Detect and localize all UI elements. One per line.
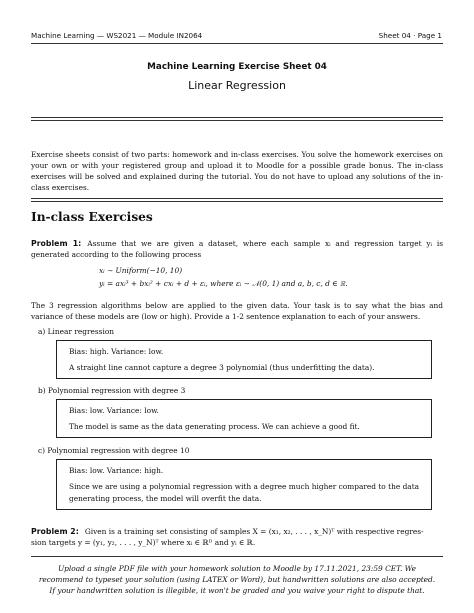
intro-bottom-rule	[31, 198, 443, 202]
part-a-bias-variance: Bias: high. Variance: low.	[69, 347, 164, 356]
part-a-answer-box	[56, 340, 432, 379]
part-c-explanation-2: generating process, the model will overfit the data.	[69, 494, 262, 503]
problem-2-line-2: sion targets y = (y₁, y₂, . . . , y_N)ᵀ where xᵢ ∈ ℝᴰ and yᵢ ∈ ℝ.	[31, 538, 256, 547]
part-b-explanation: The model is same as the data generating process. We can achieve a good fit.	[69, 422, 360, 431]
footer-line-2: recommend to typeset your solution (using LATEX or Word), but handwritten solutions are also accepted.	[38, 575, 436, 584]
equation-x: xᵢ ∼ Uniform(−10, 10)	[99, 266, 183, 275]
problem-1-statement	[31, 238, 443, 260]
header-rule	[31, 43, 443, 44]
problem-1-text: Assume that we are given a dataset, where each sample xᵢ and regression target yᵢ is generated according to the following process	[31, 239, 444, 259]
topic-title: Linear Regression	[188, 79, 286, 92]
intro-paragraph: Exercise sheets consist of two parts: homework and in-class exercises. You solve the homework exercises on your own or with your registered group and upload it to Moodle for a possible grade bonus. The in-class exercises will be solved and explained during the tutorial. You do not have to upload any solutions of the in-class exercises.	[31, 150, 443, 192]
part-b-label: b) Polynomial regression with degree 3	[38, 386, 186, 395]
footer-line-3: If your handwritten solution is illegible, it won't be graded and you waive your right to dispute that.	[49, 586, 425, 595]
part-c-explanation-1: Since we are using a polynomial regression with a degree much higher compared to the data	[69, 482, 420, 491]
running-header-right: Sheet 04 · Page 1	[378, 31, 442, 40]
footer-rule	[31, 556, 443, 557]
problem-2-statement	[31, 526, 443, 548]
sheet-title: Machine Learning Exercise Sheet 04	[147, 62, 327, 72]
equation-y: yᵢ = axᵢ³ + bxᵢ² + cxᵢ + d + εᵢ, where εᵢ ∼ 𝒩(0, 1) and a, b, c, d ∈ ℝ.	[99, 279, 348, 288]
footer-note	[31, 563, 443, 596]
section-heading: In-class Exercises	[31, 210, 153, 224]
part-c-bias-variance: Bias: low. Variance: high.	[69, 466, 164, 475]
problem-1-label: Problem 1:	[31, 239, 82, 248]
part-b-answer-box	[56, 399, 432, 438]
part-a-label: a) Linear regression	[38, 327, 115, 336]
part-b-bias-variance: Bias: low. Variance: low.	[69, 406, 159, 415]
part-c-label: c) Polynomial regression with degree 10	[38, 446, 190, 455]
problem-2-label: Problem 2:	[31, 527, 79, 536]
intro-top-rule	[31, 117, 443, 121]
problem-2-line-1: Given is a training set consisting of samples X = (x₁, x₂, . . . , x_N)ᵀ with respective regres-	[84, 527, 424, 536]
problem-1-task: The 3 regression algorithms below are applied to the given data. Your task is to say what the bias and variance of these models are (low or high). Provide a 1-2 sentence explanation to each of your answers.	[31, 301, 443, 321]
part-c-answer-box	[56, 459, 432, 510]
running-header-left: Machine Learning — WS2021 — Module IN2064	[31, 31, 203, 40]
footer-line-1: Upload a single PDF file with your homework solution to Moodle by 17.11.2021, 23:59 CET. We	[57, 564, 417, 573]
part-a-explanation: A straight line cannot capture a degree 3 polynomial (thus underfitting the data).	[69, 363, 375, 372]
